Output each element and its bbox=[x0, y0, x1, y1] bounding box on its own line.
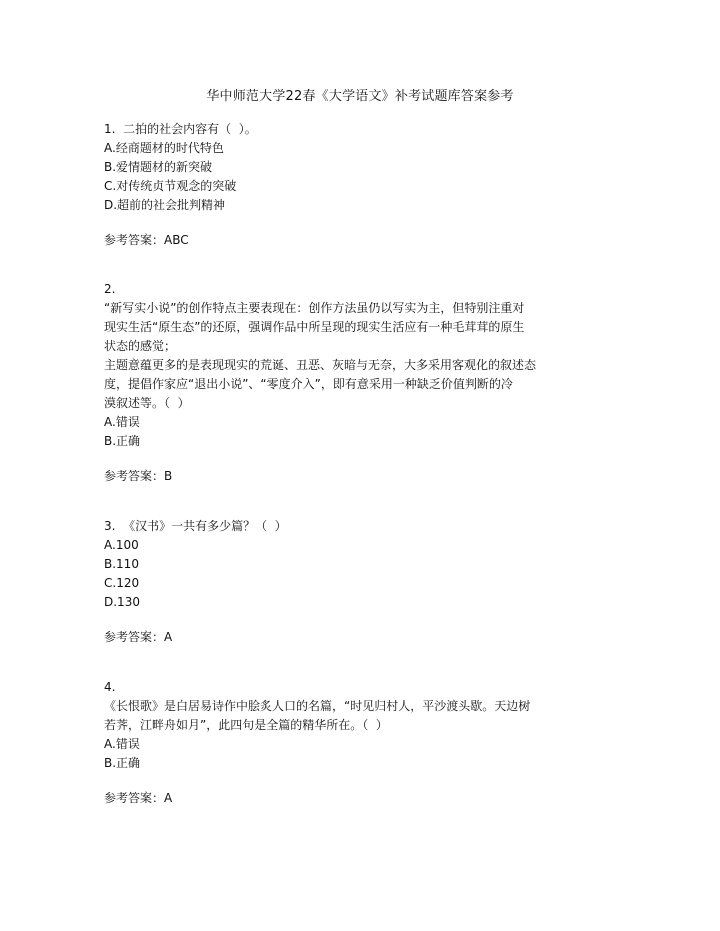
question-2 bbox=[104, 280, 624, 486]
question-3 bbox=[104, 517, 624, 647]
question-list bbox=[104, 120, 624, 808]
question-1-answer bbox=[104, 231, 624, 250]
question-2-option-b: B.正确 bbox=[104, 434, 141, 448]
question-2-stem-line: 漠叙述等。（ ） bbox=[104, 396, 190, 410]
question-2-stem-line: 现实生活“原生态”的还原，强调作品中所呈现的现实生活应有一种毛茸茸的原生 bbox=[104, 320, 525, 334]
question-4-option-a: A.错误 bbox=[104, 737, 140, 751]
question-2-option-a: A.错误 bbox=[104, 415, 140, 429]
question-4-stem-line: 《长恨歌》是白居易诗作中脍炙人口的名篇，“时见归村人，平沙渡头歇。天边树 bbox=[104, 699, 531, 713]
question-4-stem-line: 若荠，江畔舟如月”，此四句是全篇的精华所在。（ ） bbox=[104, 718, 388, 732]
answer-label: 参考答案： bbox=[104, 630, 165, 644]
question-2-stem-line: 度，提倡作家应“退出小说”、“零度介入”，即有意采用一种缺乏价值判断的冷 bbox=[104, 377, 513, 391]
question-4-number: 4. bbox=[104, 680, 116, 694]
question-2-stem-line: “新写实小说”的创作特点主要表现在：创作方法虽仍以写实为主，但特别注重对 bbox=[104, 301, 525, 315]
question-2-stem-line: 状态的感觉； bbox=[104, 339, 177, 353]
document-title: 华中师范大学22春《大学语文》补考试题库答案参考 bbox=[206, 89, 514, 104]
question-3-option-b: B.110 bbox=[104, 557, 139, 571]
answer-value: A bbox=[164, 630, 173, 644]
question-2-answer bbox=[104, 467, 624, 486]
question-4 bbox=[104, 678, 624, 808]
question-3-option-d: D.130 bbox=[104, 595, 140, 609]
question-2-stem-line: 主题意蕴更多的是表现现实的荒诞、丑恶、灰暗与无奈，大多采用客观化的叙述态 bbox=[104, 358, 537, 372]
answer-label: 参考答案： bbox=[104, 791, 165, 805]
answer-value: ABC bbox=[164, 233, 189, 247]
question-1-option-c: C.对传统贞节观念的突破 bbox=[104, 179, 237, 193]
answer-value: A bbox=[164, 791, 173, 805]
answer-label: 参考答案： bbox=[104, 469, 165, 483]
question-1-stem: 1. 二拍的社会内容有（ ）。 bbox=[104, 122, 257, 136]
question-3-stem: 3. 《汉书》一共有多少篇？（ ） bbox=[104, 519, 287, 533]
question-1 bbox=[104, 120, 624, 250]
question-1-option-d: D.超前的社会批判精神 bbox=[104, 198, 226, 212]
question-3-option-c: C.120 bbox=[104, 576, 140, 590]
question-1-option-a: A.经商题材的时代特色 bbox=[104, 141, 224, 155]
question-3-answer bbox=[104, 628, 624, 647]
question-2-number: 2. bbox=[104, 282, 116, 296]
answer-label: 参考答案： bbox=[104, 233, 165, 247]
question-1-option-b: B.爱情题材的新突破 bbox=[104, 160, 213, 174]
question-4-answer bbox=[104, 789, 624, 808]
answer-value: B bbox=[164, 469, 173, 483]
question-4-option-b: B.正确 bbox=[104, 756, 141, 770]
question-3-option-a: A.100 bbox=[104, 538, 139, 552]
